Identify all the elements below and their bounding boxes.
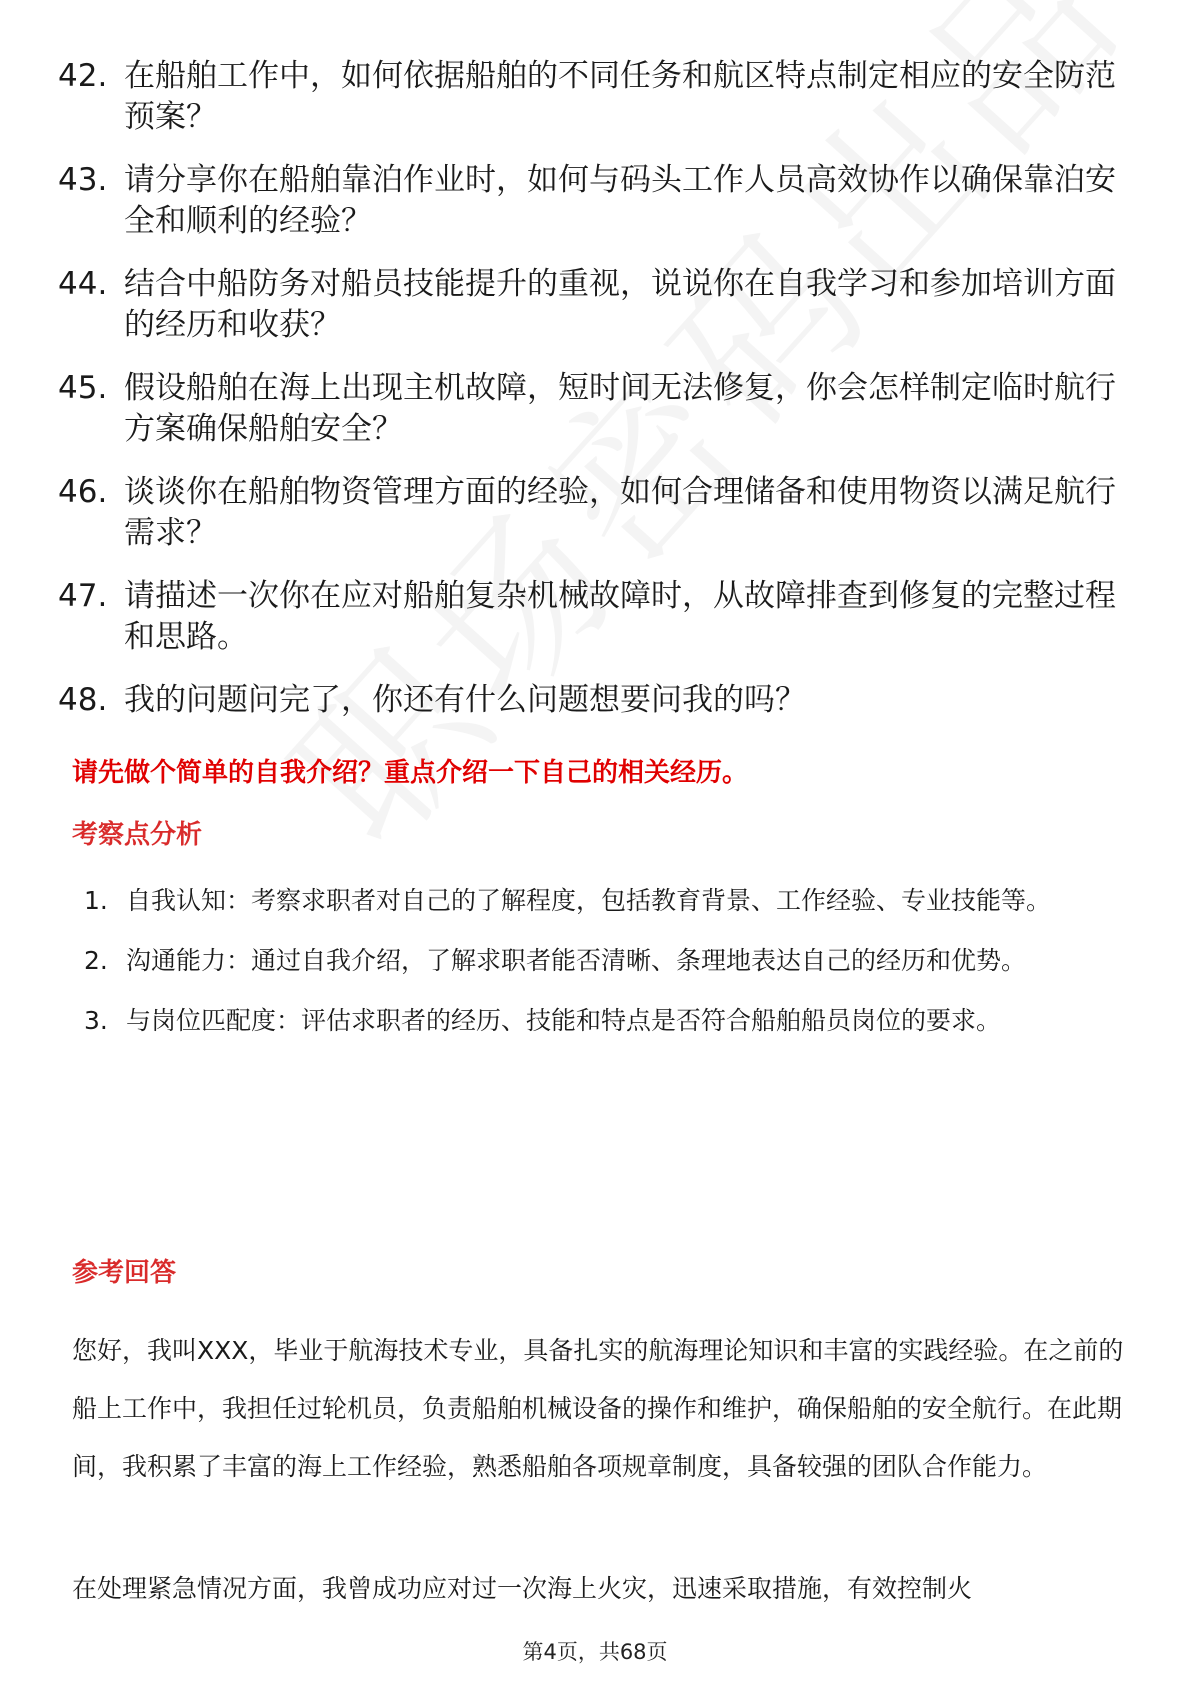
analysis-text: 与岗位匹配度：评估求职者的经历、技能和特点是否符合船舶船员岗位的要求。	[126, 1006, 1002, 1035]
analysis-list	[84, 872, 1124, 1052]
page-footer: 第4页，共68页	[522, 1640, 668, 1664]
question-item	[58, 160, 1138, 242]
question-text: 请描述一次你在应对船舶复杂机械故障时，从故障排查到修复的完整过程和思路。	[124, 578, 1116, 655]
question-title: 请先做个简单的自我介绍？重点介绍一下自己的相关经历。	[72, 758, 749, 788]
question-text: 假设船舶在海上出现主机故障，短时间无法修复，你会怎样制定临时航行方案确保船舶安全？	[124, 370, 1116, 447]
analysis-number: 3.	[84, 1006, 108, 1035]
question-list	[58, 56, 1138, 743]
question-text: 在船舶工作中，如何依据船舶的不同任务和航区特点制定相应的安全防范预案？	[124, 58, 1116, 135]
question-item	[58, 680, 1138, 721]
question-number: 44.	[58, 266, 108, 302]
analysis-heading: 考察点分析	[72, 820, 203, 850]
question-text: 结合中船防务对船员技能提升的重视，说说你在自我学习和参加培训方面的经历和收获？	[124, 266, 1116, 343]
answer-paragraph: 在处理紧急情况方面，我曾成功应对过一次海上火灾，迅速采取措施，有效控制火	[72, 1574, 973, 1603]
question-item	[58, 368, 1138, 450]
analysis-item	[84, 932, 1124, 990]
question-number: 45.	[58, 370, 108, 406]
analysis-item	[84, 872, 1124, 930]
question-text: 我的问题问完了，你还有什么问题想要问我的吗？	[124, 682, 806, 718]
question-text: 谈谈你在船舶物资管理方面的经验，如何合理储备和使用物资以满足航行需求？	[124, 474, 1116, 551]
question-number: 47.	[58, 578, 108, 614]
reference-heading: 参考回答	[72, 1258, 177, 1288]
answer-paragraph: 您好，我叫XXX，毕业于航海技术专业，具备扎实的航海理论知识和丰富的实践经验。在之前的船上工作中，我担任过轮机员，负责船舶机械设备的操作和维护，确保船舶的安全航行。在此期间，我积累了丰富的海上工作经验，熟悉船舶各项规章制度，具备较强的团队合作能力。	[72, 1336, 1124, 1481]
analysis-text: 自我认知：考察求职者对自己的了解程度，包括教育背景、工作经验、专业技能等。	[126, 886, 1052, 915]
question-number: 48.	[58, 682, 108, 718]
analysis-text: 沟通能力：通过自我介绍，了解求职者能否清晰、条理地表达自己的经历和优势。	[126, 946, 1027, 975]
question-item	[58, 264, 1138, 346]
question-text: 请分享你在船舶靠泊作业时，如何与码头工作人员高效协作以确保靠泊安全和顺利的经验？	[124, 162, 1116, 239]
question-number: 43.	[58, 162, 108, 198]
analysis-number: 2.	[84, 946, 108, 975]
analysis-number: 1.	[84, 886, 108, 915]
question-item	[58, 472, 1138, 554]
question-number: 42.	[58, 58, 108, 94]
analysis-item	[84, 992, 1124, 1050]
question-number: 46.	[58, 474, 108, 510]
question-item	[58, 576, 1138, 658]
question-item	[58, 56, 1138, 138]
